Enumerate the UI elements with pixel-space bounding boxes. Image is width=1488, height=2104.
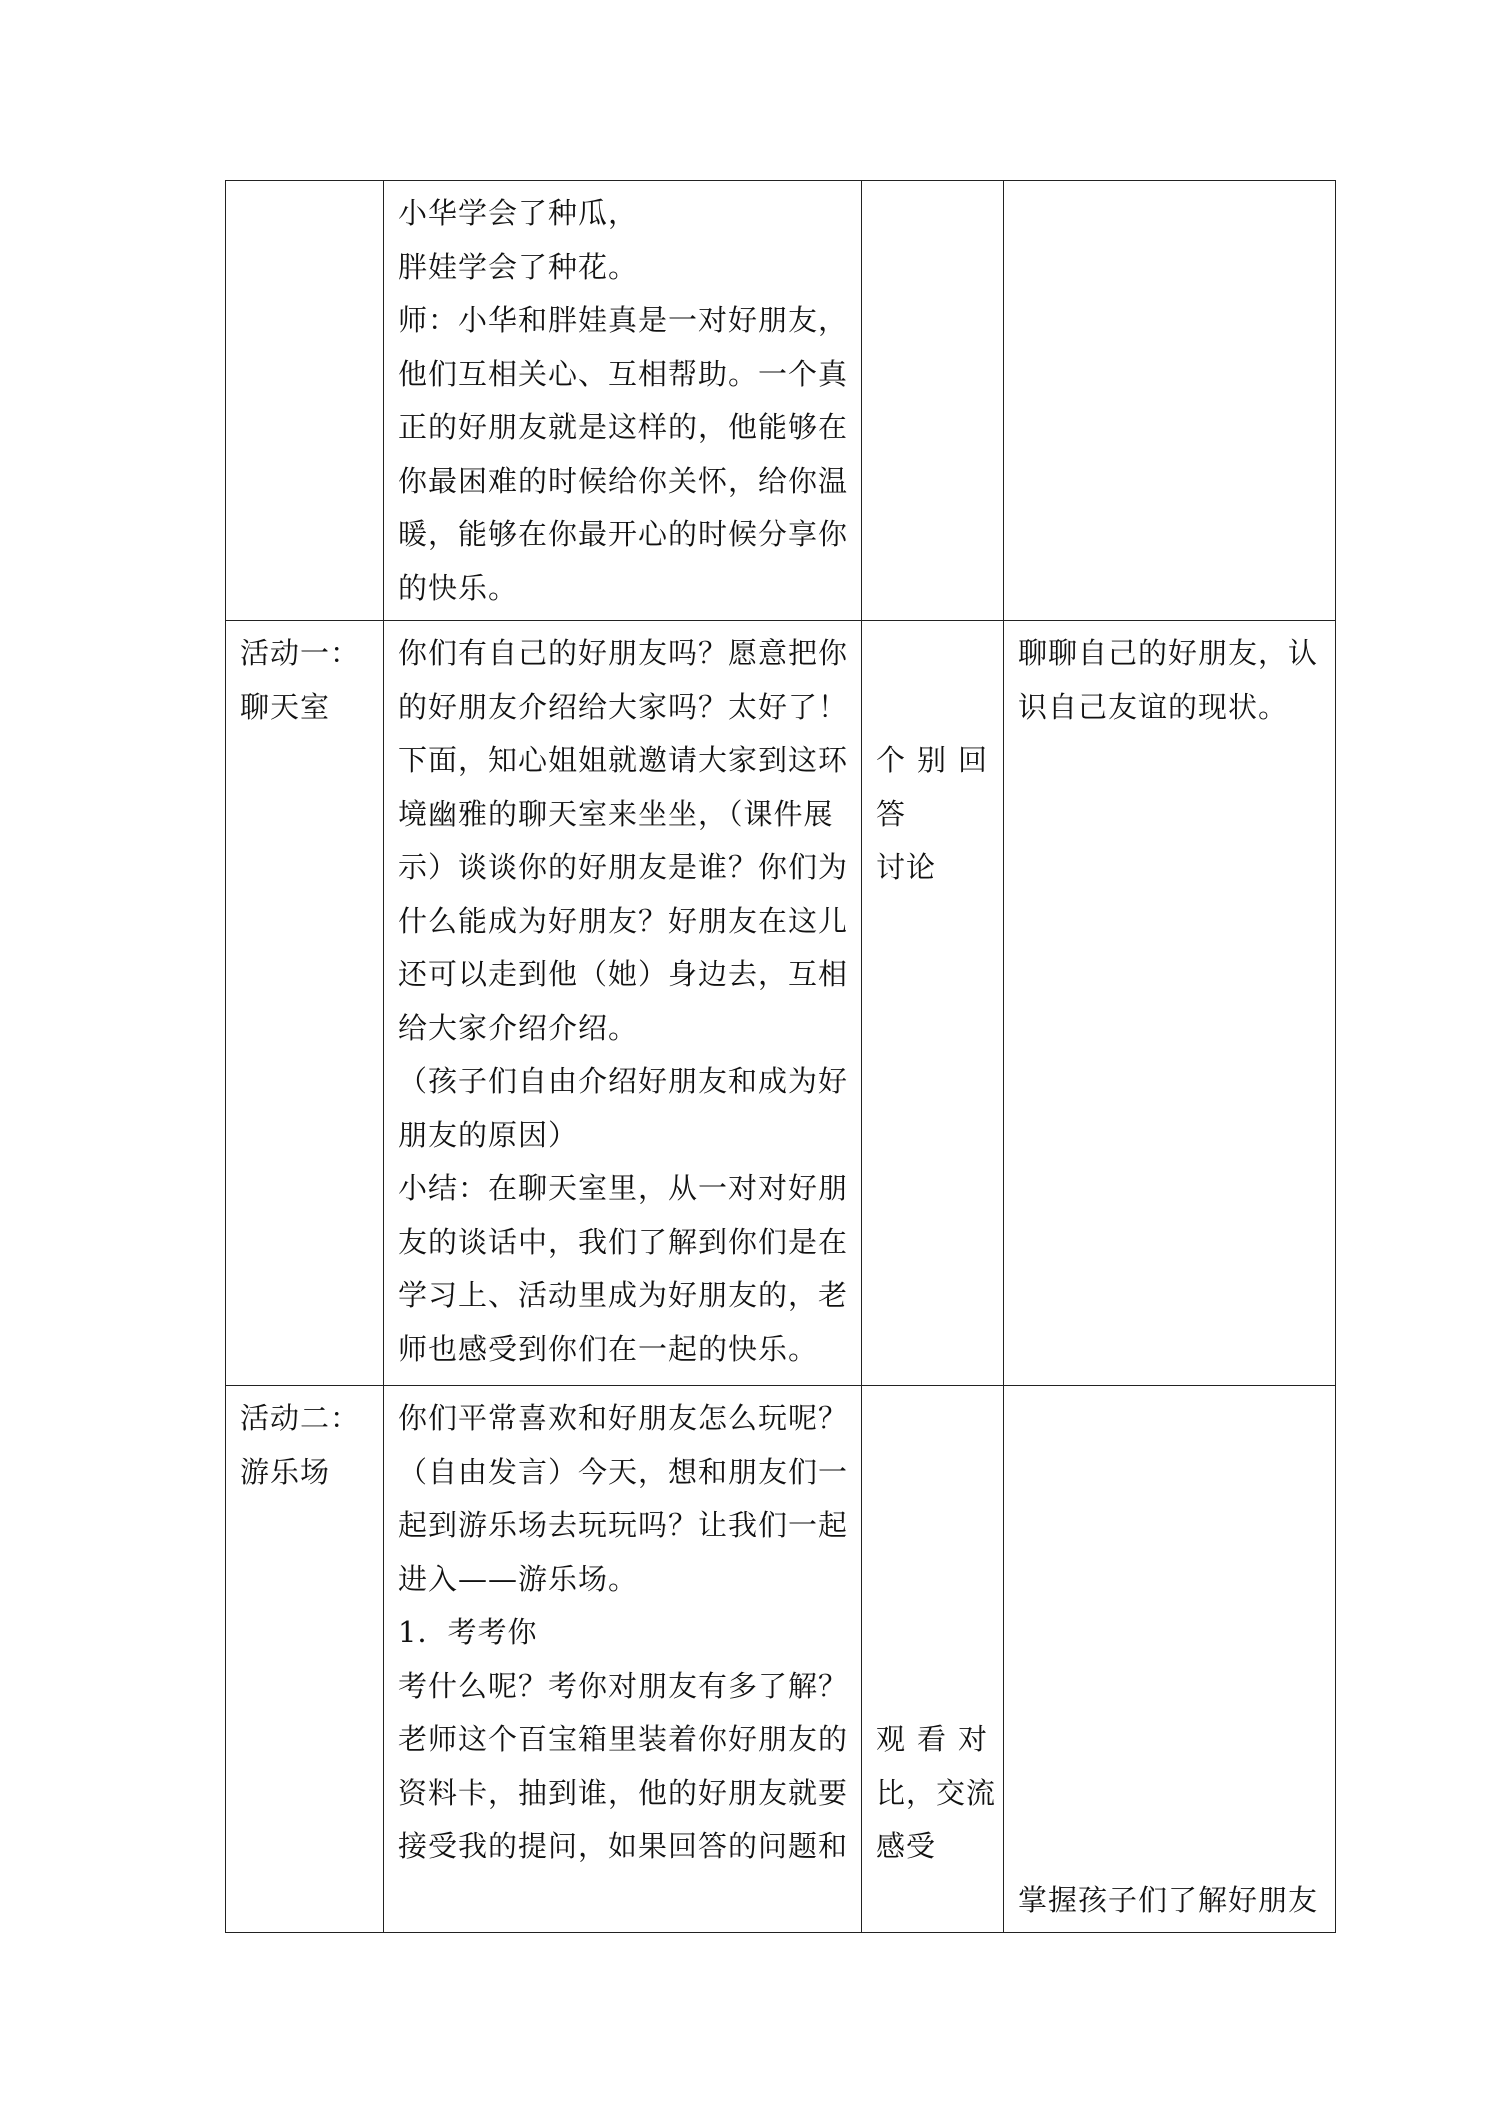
content-line: 进入——游乐场。 (398, 1561, 639, 1596)
method-cell (862, 1386, 1004, 1933)
stage-cell (226, 181, 384, 621)
method-line: 个别回 (876, 743, 1000, 777)
content-line: （孩子们自由介绍好朋友和成为好 (398, 1064, 849, 1098)
stage-line: 活动二： (240, 1401, 361, 1435)
content-line: 给大家介绍介绍。 (398, 1010, 639, 1045)
spacer (876, 627, 989, 734)
method-line: 观看对 (876, 1722, 1000, 1756)
content-line: 朋友的原因） (398, 1117, 579, 1152)
goal-cell (1004, 621, 1336, 1386)
content-line: 师也感受到你们在一起的快乐。 (398, 1331, 819, 1366)
content-line: 小华学会了种瓜， (398, 196, 639, 230)
content-line: 资料卡，抽到谁，他的好朋友就要 (398, 1775, 849, 1810)
method-line: 感受 (876, 1829, 937, 1863)
method-line: 答 (876, 796, 907, 831)
stage-cell (226, 1386, 384, 1933)
content-line: 友的谈话中，我们了解到你们是在 (398, 1224, 849, 1259)
content-line: 老师这个百宝箱里装着你好朋友的 (398, 1722, 849, 1756)
method-line: 讨论 (876, 850, 937, 884)
method-cell (862, 181, 1004, 621)
content-cell (384, 181, 862, 621)
spacer (876, 1392, 989, 1713)
content-line: 考什么呢？考你对朋友有多了解？ (398, 1668, 849, 1703)
goal-cell (1004, 1386, 1336, 1933)
goal-cell (1004, 181, 1336, 621)
content-line: （自由发言）今天，想和朋友们一 (398, 1454, 849, 1489)
goal-line: 聊聊自己的好朋友，认 (1018, 636, 1319, 670)
content-line: 起到游乐场去玩玩吗？让我们一起 (398, 1508, 849, 1542)
goal-line: 掌握孩子们了解好朋友 (1018, 1883, 1319, 1917)
content-line: 境幽雅的聊天室来坐坐，（课件展 (398, 796, 834, 831)
stage-line: 活动一： (240, 636, 361, 670)
content-line: 师：小华和胖娃真是一对好朋友， (398, 303, 849, 337)
table-row (226, 181, 1336, 621)
content-cell (384, 621, 862, 1386)
spacer (1018, 1392, 1321, 1874)
content-line: 接受我的提问，如果回答的问题和 (398, 1829, 849, 1863)
stage-line: 聊天室 (240, 689, 331, 724)
stage-cell (226, 621, 384, 1386)
content-line: 正的好朋友就是这样的，他能够在 (398, 410, 849, 444)
content-line: 示）谈谈你的好朋友是谁？你们为 (398, 850, 849, 884)
content-line: 什么能成为好朋友？好朋友在这儿 (398, 903, 849, 938)
content-line: 下面，知心姐姐就邀请大家到这环 (398, 743, 849, 777)
goal-line: 识自己友谊的现状。 (1018, 689, 1289, 724)
content-line: 1．考考你 (398, 1615, 538, 1649)
content-line: 的好朋友介绍给大家吗？太好了！ (398, 689, 849, 724)
content-line: 学习上、活动里成为好朋友的，老 (398, 1278, 849, 1312)
content-line: 你们平常喜欢和好朋友怎么玩呢？ (398, 1401, 849, 1435)
table-row (226, 1386, 1336, 1933)
stage-line: 游乐场 (240, 1454, 331, 1489)
content-line: 你最困难的时候给你关怀，给你温 (398, 463, 849, 498)
content-line: 的快乐。 (398, 570, 519, 605)
content-line: 暖，能够在你最开心的时候分享你 (398, 517, 849, 551)
method-cell (862, 621, 1004, 1386)
content-line: 小结：在聊天室里，从一对对好朋 (398, 1171, 849, 1205)
content-line: 胖娃学会了种花。 (398, 249, 639, 284)
content-cell (384, 1386, 862, 1933)
lesson-plan-table (225, 180, 1336, 1933)
method-line: 比，交流 (876, 1775, 997, 1810)
content-line: 还可以走到他（她）身边去，互相 (398, 957, 849, 991)
content-line: 你们有自己的好朋友吗？愿意把你 (398, 636, 849, 670)
table-row (226, 621, 1336, 1386)
content-line: 他们互相关心、互相帮助。一个真 (398, 356, 849, 391)
